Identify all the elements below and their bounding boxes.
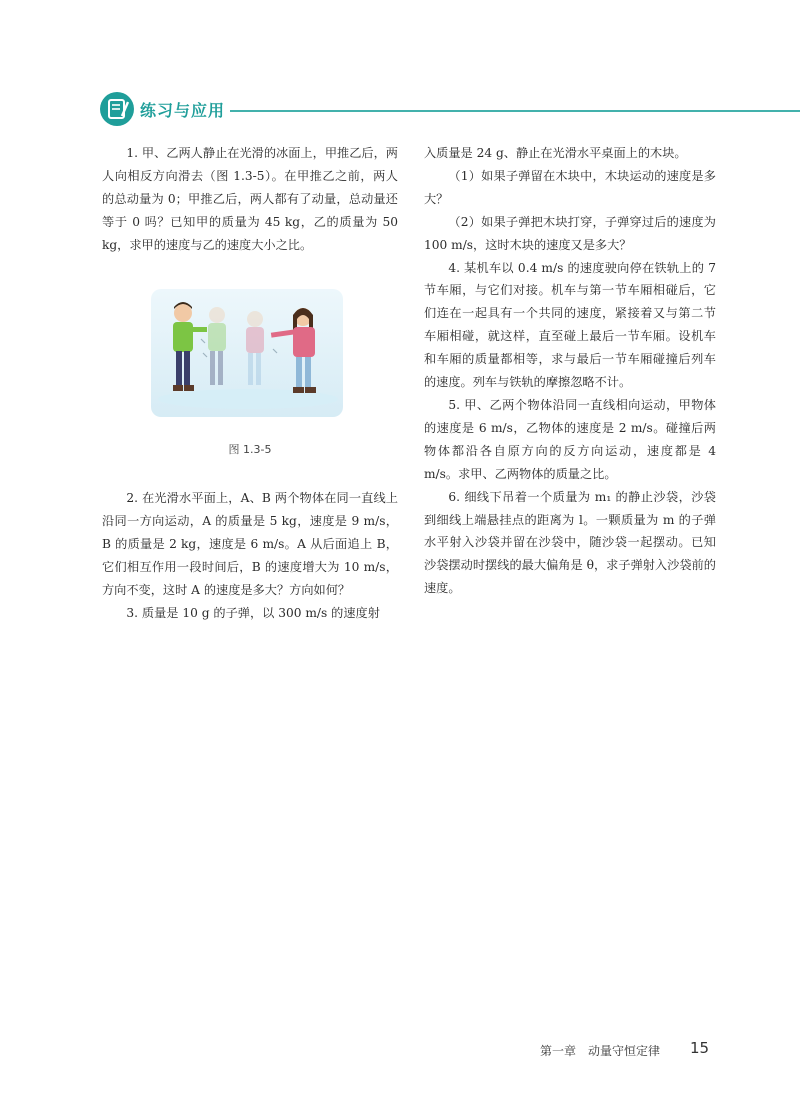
right-column bbox=[424, 142, 716, 600]
exercise-1: 1. 甲、乙两人静止在光滑的冰面上，甲推乙后，两人向相反方向滑去（图 1.3-5）。在甲推乙之前，两人的总动量为 0；甲推乙后，两人都有了动量，总动量还等于 0 吗？已知甲的质量为 45 kg，乙的质量为 50 kg，求甲的速度与乙的速度大小之比。 bbox=[102, 146, 398, 252]
left-column bbox=[102, 142, 398, 625]
section-title: 练习与应用 bbox=[140, 101, 226, 120]
section-header bbox=[100, 90, 800, 132]
page-footer bbox=[540, 1040, 720, 1060]
exercise-3-part-1: （1）如果子弹留在木块中，木块运动的速度是多大？ bbox=[424, 168, 716, 206]
page-number: 15 bbox=[690, 1039, 710, 1057]
exercise-4: 4. 某机车以 0.4 m/s 的速度驶向停在铁轨上的 7 节车厢，与它们对接。机车与第一节车厢相碰后，它们连在一起具有一个共同的速度，紧接着又与第二节车厢相碰，就这样，直至碰上最后一节车厢。设机车和车厢的质量都相等，求与最后一节车厢碰撞后列车的速度。列车与铁轨的摩擦忽略不计。 bbox=[424, 260, 716, 390]
exercise-3-start: 3. 质量是 10 g 的子弹，以 300 m/s 的速度射 bbox=[126, 605, 380, 620]
figure-caption: 图 1.3-5 bbox=[228, 442, 272, 456]
exercise-3-part-2: （2）如果子弹把木块打穿，子弹穿过后的速度为 100 m/s，这时木块的速度又是多大？ bbox=[424, 214, 716, 252]
exercise-5: 5. 甲、乙两个物体沿同一直线相向运动，甲物体的速度是 6 m/s，乙物体的速度是 2 m/s。碰撞后两物体都沿各自原方向的反方向运动，速度都是 4 m/s。求甲、乙两物体的质量之比。 bbox=[424, 397, 716, 481]
exercise-2: 2. 在光滑水平面上，A、B 两个物体在同一直线上沿同一方向运动，A 的质量是 5 kg，速度是 9 m/s，B 的质量是 2 kg，速度是 6 m/s。A 从后面追上 B，它们相互作用一段时间后，B 的速度增大为 10 m/s，方向不变，这时 A 的速度是多大？方向如何？ bbox=[102, 491, 398, 598]
skaters-illustration bbox=[143, 279, 353, 427]
header-divider bbox=[230, 110, 800, 112]
exercise-6: 6. 细线下吊着一个质量为 m₁ 的静止沙袋，沙袋到细线上端悬挂点的距离为 l。一颗质量为 m 的子弹水平射入沙袋并留在沙袋中，随沙袋一起摆动。已知沙袋摆动时摆线的最大偏角是 θ，求子弹射入沙袋前的速度。 bbox=[424, 489, 716, 596]
pen-notebook-icon bbox=[100, 92, 134, 126]
chapter-title: 第一章 动量守恒定律 bbox=[540, 1044, 661, 1058]
exercise-3-continued: 入质量是 24 g、静止在光滑水平桌面上的木块。 bbox=[424, 146, 687, 160]
